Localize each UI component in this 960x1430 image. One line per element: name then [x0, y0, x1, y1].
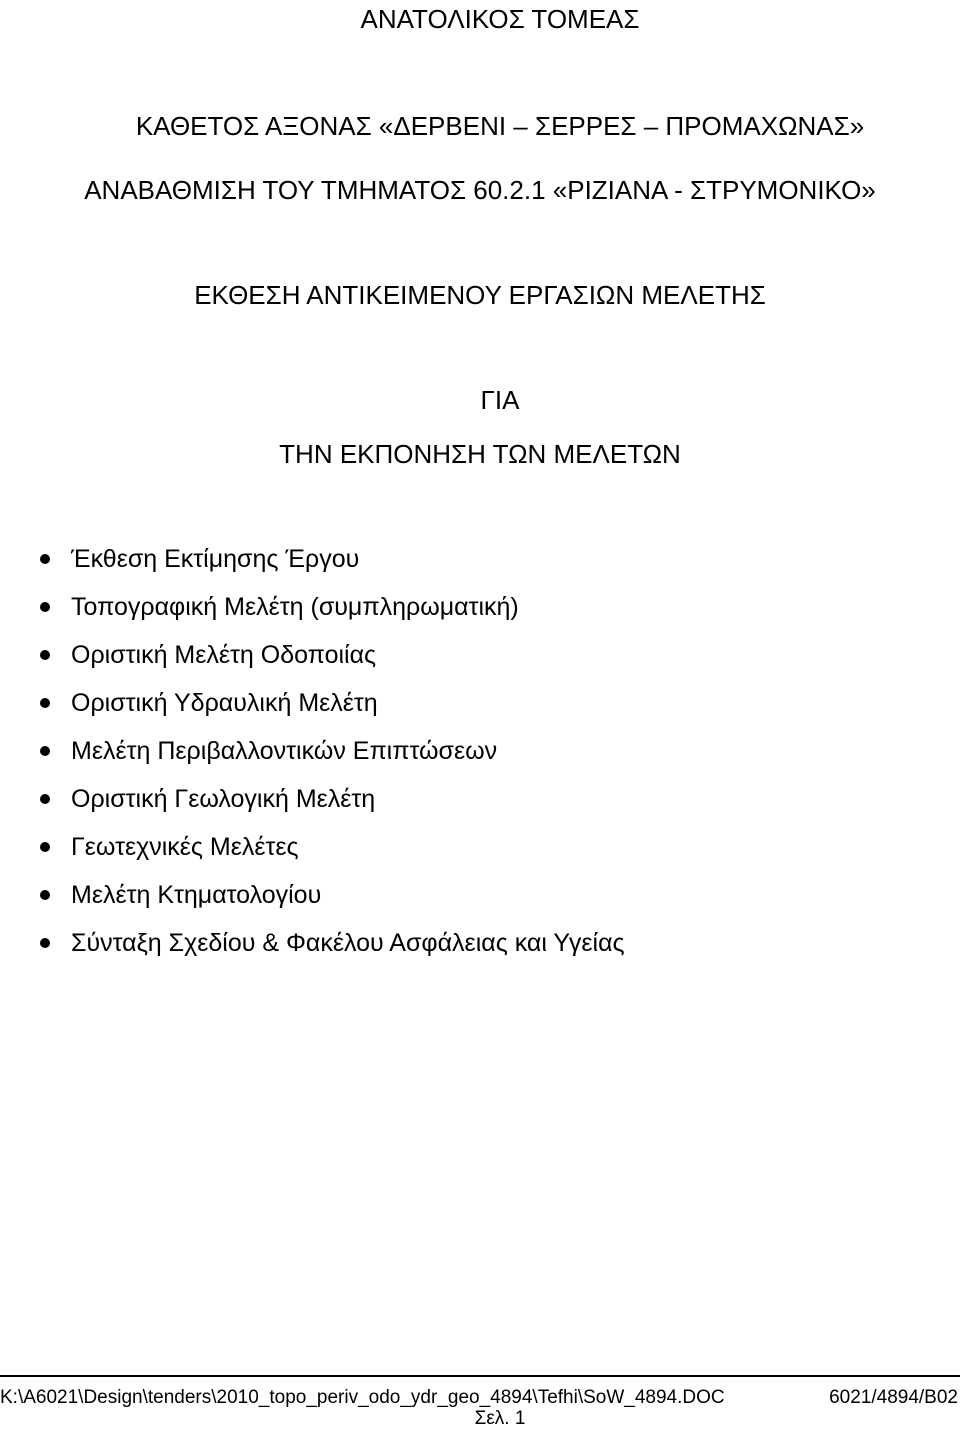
list-item	[40, 823, 625, 871]
bullet-icon	[40, 746, 50, 756]
preparation-heading: ΤΗΝ ΕΚΠΟΝΗΣΗ ΤΩΝ ΜΕΛΕΤΩΝ	[279, 439, 681, 469]
bullet-icon	[40, 698, 50, 708]
bullet-icon	[40, 554, 50, 564]
axis-heading: ΚΑΘΕΤΟΣ ΑΞΟΝΑΣ «ΔΕΡΒΕΝΙ – ΣΕΡΡΕΣ – ΠΡΟΜΑΧΩΝΑΣ»	[135, 111, 865, 141]
footer-file-path: K:\A6021\Design\tenders\2010_topo_periv_odo_ydr_geo_4894\Tefhi\SoW_4894.DOC	[0, 1387, 725, 1408]
list-item	[40, 535, 625, 583]
study-label: Οριστική Υδραυλική Μελέτη	[71, 688, 378, 717]
footer-divider	[0, 1375, 960, 1377]
list-item	[40, 919, 625, 967]
for-heading: ΓΙΑ	[480, 385, 520, 415]
study-label: Οριστική Γεωλογική Μελέτη	[71, 784, 376, 813]
study-label: Σύνταξη Σχεδίου & Φακέλου Ασφάλειας και Υγείας	[71, 928, 625, 957]
studies-list	[40, 535, 625, 967]
list-item	[40, 583, 625, 631]
list-item	[40, 871, 625, 919]
list-item	[40, 631, 625, 679]
bullet-icon	[40, 650, 50, 660]
study-label: Μελέτη Κτηματολογίου	[71, 880, 322, 909]
list-item	[40, 775, 625, 823]
study-label: Τοπογραφική Μελέτη (συμπληρωματική)	[71, 592, 519, 621]
bullet-icon	[40, 842, 50, 852]
page-number: Σελ. 1	[474, 1408, 526, 1429]
report-heading: ΕΚΘΕΣΗ ΑΝΤΙΚΕΙΜΕΝΟΥ ΕΡΓΑΣΙΩΝ ΜΕΛΕΤΗΣ	[194, 280, 766, 310]
study-label: Οριστική Μελέτη Οδοποιίας	[71, 640, 377, 669]
bullet-icon	[40, 938, 50, 948]
upgrade-heading: ΑΝΑΒΑΘΜΙΣΗ ΤΟΥ ΤΜΗΜΑΤΟΣ 60.2.1 «ΡΙΖΙΑΝΑ - ΣΤΡΥΜΟΝΙΚΟ»	[84, 175, 876, 205]
study-label: Μελέτη Περιβαλλοντικών Επιπτώσεων	[71, 736, 498, 765]
bullet-icon	[40, 794, 50, 804]
study-label: Γεωτεχνικές Μελέτες	[71, 832, 299, 861]
list-item	[40, 727, 625, 775]
sector-heading: ΑΝΑΤΟΛΙΚΟΣ ΤΟΜΕΑΣ	[360, 4, 640, 34]
footer-document-code: 6021/4894/Β02	[829, 1387, 958, 1408]
study-label: Έκθεση Εκτίμησης Έργου	[71, 544, 360, 573]
bullet-icon	[40, 890, 50, 900]
list-item	[40, 679, 625, 727]
bullet-icon	[40, 602, 50, 612]
